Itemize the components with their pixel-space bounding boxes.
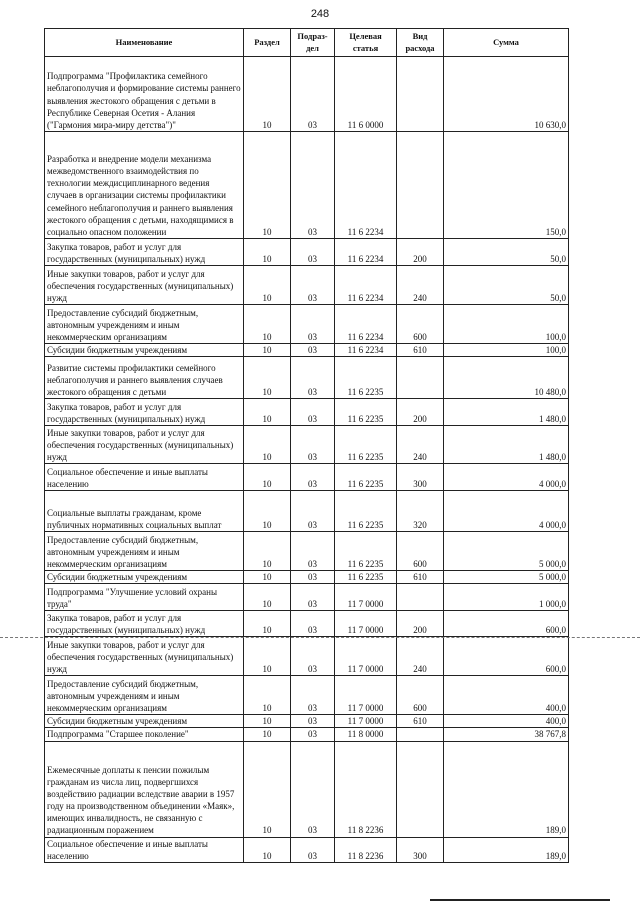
table-row xyxy=(45,57,569,132)
cell-name: Иные закупки товаров, работ и услуг для обеспечения государственных (муниципальных) нужд xyxy=(45,637,244,676)
cell-name: Закупка товаров, работ и услуг для государственных (муниципальных) нужд xyxy=(45,399,244,426)
cell-subsection: 03 xyxy=(291,676,335,715)
cell-target: 11 7 0000 xyxy=(335,611,397,637)
cell-section: 10 xyxy=(244,399,291,426)
cell-subsection: 03 xyxy=(291,571,335,584)
cell-section: 10 xyxy=(244,57,291,132)
cell-target: 11 6 2235 xyxy=(335,464,397,491)
cell-subsection: 03 xyxy=(291,491,335,532)
cell-name: Предоставление субсидий бюджетным, автономным учреждениям и иным некоммерческим организациям xyxy=(45,532,244,571)
footer-rule xyxy=(430,899,610,901)
table-row xyxy=(45,741,569,837)
scan-dashed-line xyxy=(0,637,640,638)
cell-section: 10 xyxy=(244,239,291,266)
cell-section: 10 xyxy=(244,741,291,837)
cell-section: 10 xyxy=(244,532,291,571)
cell-name: Развитие системы профилактики семейного неблагополучия и раннего выявления случаев жестокого обращения с детьми xyxy=(45,357,244,399)
table-header-row xyxy=(45,29,569,57)
cell-subsection: 03 xyxy=(291,357,335,399)
cell-subsection: 03 xyxy=(291,715,335,728)
cell-kind xyxy=(397,584,444,611)
cell-sum: 1 480,0 xyxy=(444,399,569,426)
cell-name: Подпрограмма "Профилактика семейного неблагополучия и формирование системы раннего выявления жестокого обращения с детьми в Республике Северная Осетия - Алания ("Гармония мира-миру детства")" xyxy=(45,57,244,132)
cell-kind xyxy=(397,57,444,132)
table-row xyxy=(45,837,569,862)
cell-target: 11 7 0000 xyxy=(335,637,397,676)
table-body xyxy=(45,57,569,863)
cell-section: 10 xyxy=(244,637,291,676)
cell-section: 10 xyxy=(244,571,291,584)
header-section: Раздел xyxy=(244,29,291,57)
cell-target: 11 6 2235 xyxy=(335,571,397,584)
cell-target: 11 6 2234 xyxy=(335,239,397,266)
cell-name: Разработка и внедрение модели механизма межведомственного взаимодействия по технологии междисциплинарного ведения случаев в организации системы профилактики семейного неблагополучия и раннего выявления жестокого обращения с детьми, находящимися в социально опасном положении xyxy=(45,132,244,239)
cell-name: Субсидии бюджетным учреждениям xyxy=(45,715,244,728)
cell-kind: 600 xyxy=(397,305,444,344)
cell-section: 10 xyxy=(244,344,291,357)
cell-sum: 10 480,0 xyxy=(444,357,569,399)
cell-kind xyxy=(397,357,444,399)
cell-target: 11 6 2234 xyxy=(335,266,397,305)
cell-kind: 610 xyxy=(397,344,444,357)
table-row xyxy=(45,344,569,357)
cell-subsection: 03 xyxy=(291,57,335,132)
cell-subsection: 03 xyxy=(291,837,335,862)
cell-name: Социальное обеспечение и иные выплаты населению xyxy=(45,464,244,491)
cell-subsection: 03 xyxy=(291,532,335,571)
cell-section: 10 xyxy=(244,464,291,491)
cell-subsection: 03 xyxy=(291,426,335,464)
cell-section: 10 xyxy=(244,305,291,344)
table-row xyxy=(45,676,569,715)
cell-name: Предоставление субсидий бюджетным, автономным учреждениям и иным некоммерческим организациям xyxy=(45,676,244,715)
cell-subsection: 03 xyxy=(291,584,335,611)
table-row xyxy=(45,305,569,344)
cell-kind: 240 xyxy=(397,637,444,676)
table-row xyxy=(45,357,569,399)
cell-section: 10 xyxy=(244,266,291,305)
cell-target: 11 7 0000 xyxy=(335,715,397,728)
cell-target: 11 6 2235 xyxy=(335,426,397,464)
header-target: Целевая статья xyxy=(335,29,397,57)
cell-sum: 5 000,0 xyxy=(444,532,569,571)
cell-target: 11 8 0000 xyxy=(335,728,397,741)
table-row xyxy=(45,637,569,676)
cell-section: 10 xyxy=(244,357,291,399)
cell-name: Подпрограмма "Улучшение условий охраны труда" xyxy=(45,584,244,611)
header-subsection: Подраз- дел xyxy=(291,29,335,57)
cell-kind: 200 xyxy=(397,239,444,266)
cell-sum: 189,0 xyxy=(444,741,569,837)
cell-subsection: 03 xyxy=(291,637,335,676)
cell-section: 10 xyxy=(244,584,291,611)
cell-name: Предоставление субсидий бюджетным, автономным учреждениям и иным некоммерческим организациям xyxy=(45,305,244,344)
cell-section: 10 xyxy=(244,837,291,862)
cell-target: 11 6 2234 xyxy=(335,132,397,239)
cell-sum: 38 767,8 xyxy=(444,728,569,741)
cell-sum: 189,0 xyxy=(444,837,569,862)
cell-target: 11 6 2234 xyxy=(335,305,397,344)
cell-subsection: 03 xyxy=(291,611,335,637)
cell-target: 11 6 2235 xyxy=(335,532,397,571)
cell-target: 11 6 2235 xyxy=(335,399,397,426)
cell-target: 11 7 0000 xyxy=(335,676,397,715)
cell-subsection: 03 xyxy=(291,741,335,837)
table-row xyxy=(45,715,569,728)
header-sum: Сумма xyxy=(444,29,569,57)
cell-sum: 10 630,0 xyxy=(444,57,569,132)
cell-name: Закупка товаров, работ и услуг для государственных (муниципальных) нужд xyxy=(45,239,244,266)
cell-section: 10 xyxy=(244,426,291,464)
cell-kind: 600 xyxy=(397,532,444,571)
cell-sum: 5 000,0 xyxy=(444,571,569,584)
cell-sum: 1 000,0 xyxy=(444,584,569,611)
cell-subsection: 03 xyxy=(291,266,335,305)
table-row xyxy=(45,132,569,239)
budget-table xyxy=(44,28,569,863)
cell-name: Иные закупки товаров, работ и услуг для обеспечения государственных (муниципальных) нужд xyxy=(45,426,244,464)
cell-subsection: 03 xyxy=(291,399,335,426)
cell-kind: 300 xyxy=(397,837,444,862)
cell-name: Закупка товаров, работ и услуг для государственных (муниципальных) нужд xyxy=(45,611,244,637)
cell-section: 10 xyxy=(244,715,291,728)
cell-name: Ежемесячные доплаты к пенсии пожилым гражданам из числа лиц, подвергшихся воздействию радиации вследствие аварии в 1957 году на производственном объединении «Маяк», имеющих инвалидность, не связанную с радиационным поражением xyxy=(45,741,244,837)
cell-name: Социальное обеспечение и иные выплаты населению xyxy=(45,837,244,862)
table-row xyxy=(45,571,569,584)
cell-subsection: 03 xyxy=(291,344,335,357)
cell-target: 11 6 2235 xyxy=(335,491,397,532)
table-row xyxy=(45,266,569,305)
table-row xyxy=(45,399,569,426)
cell-sum: 400,0 xyxy=(444,676,569,715)
header-kind: Вид расхода xyxy=(397,29,444,57)
cell-target: 11 7 0000 xyxy=(335,584,397,611)
cell-sum: 50,0 xyxy=(444,266,569,305)
cell-section: 10 xyxy=(244,728,291,741)
cell-name: Субсидии бюджетным учреждениям xyxy=(45,571,244,584)
header-name: Наименование xyxy=(45,29,244,57)
cell-kind: 600 xyxy=(397,676,444,715)
cell-subsection: 03 xyxy=(291,132,335,239)
cell-name: Подпрограмма "Старшее поколение" xyxy=(45,728,244,741)
cell-kind: 610 xyxy=(397,571,444,584)
cell-name: Социальные выплаты гражданам, кроме публичных нормативных социальных выплат xyxy=(45,491,244,532)
table-row xyxy=(45,728,569,741)
cell-name: Субсидии бюджетным учреждениям xyxy=(45,344,244,357)
cell-sum: 4 000,0 xyxy=(444,491,569,532)
cell-kind: 610 xyxy=(397,715,444,728)
cell-target: 11 8 2236 xyxy=(335,741,397,837)
table-row xyxy=(45,239,569,266)
table-row xyxy=(45,491,569,532)
cell-kind: 240 xyxy=(397,266,444,305)
cell-kind: 240 xyxy=(397,426,444,464)
cell-kind: 200 xyxy=(397,399,444,426)
cell-target: 11 6 0000 xyxy=(335,57,397,132)
cell-section: 10 xyxy=(244,132,291,239)
table-row xyxy=(45,464,569,491)
cell-kind: 200 xyxy=(397,611,444,637)
table-row xyxy=(45,426,569,464)
cell-subsection: 03 xyxy=(291,464,335,491)
cell-kind: 320 xyxy=(397,491,444,532)
cell-subsection: 03 xyxy=(291,239,335,266)
cell-sum: 600,0 xyxy=(444,611,569,637)
cell-sum: 150,0 xyxy=(444,132,569,239)
cell-sum: 1 480,0 xyxy=(444,426,569,464)
cell-sum: 600,0 xyxy=(444,637,569,676)
cell-sum: 50,0 xyxy=(444,239,569,266)
cell-subsection: 03 xyxy=(291,728,335,741)
cell-sum: 100,0 xyxy=(444,344,569,357)
cell-section: 10 xyxy=(244,611,291,637)
cell-sum: 100,0 xyxy=(444,305,569,344)
cell-sum: 400,0 xyxy=(444,715,569,728)
cell-subsection: 03 xyxy=(291,305,335,344)
cell-kind xyxy=(397,728,444,741)
cell-name: Иные закупки товаров, работ и услуг для обеспечения государственных (муниципальных) нужд xyxy=(45,266,244,305)
cell-sum: 4 000,0 xyxy=(444,464,569,491)
cell-section: 10 xyxy=(244,676,291,715)
cell-section: 10 xyxy=(244,491,291,532)
table-row xyxy=(45,611,569,637)
cell-kind xyxy=(397,132,444,239)
cell-kind: 300 xyxy=(397,464,444,491)
table-row xyxy=(45,532,569,571)
cell-target: 11 8 2236 xyxy=(335,837,397,862)
cell-target: 11 6 2235 xyxy=(335,357,397,399)
page-number: 248 xyxy=(310,8,330,20)
cell-target: 11 6 2234 xyxy=(335,344,397,357)
cell-kind xyxy=(397,741,444,837)
table-row xyxy=(45,584,569,611)
